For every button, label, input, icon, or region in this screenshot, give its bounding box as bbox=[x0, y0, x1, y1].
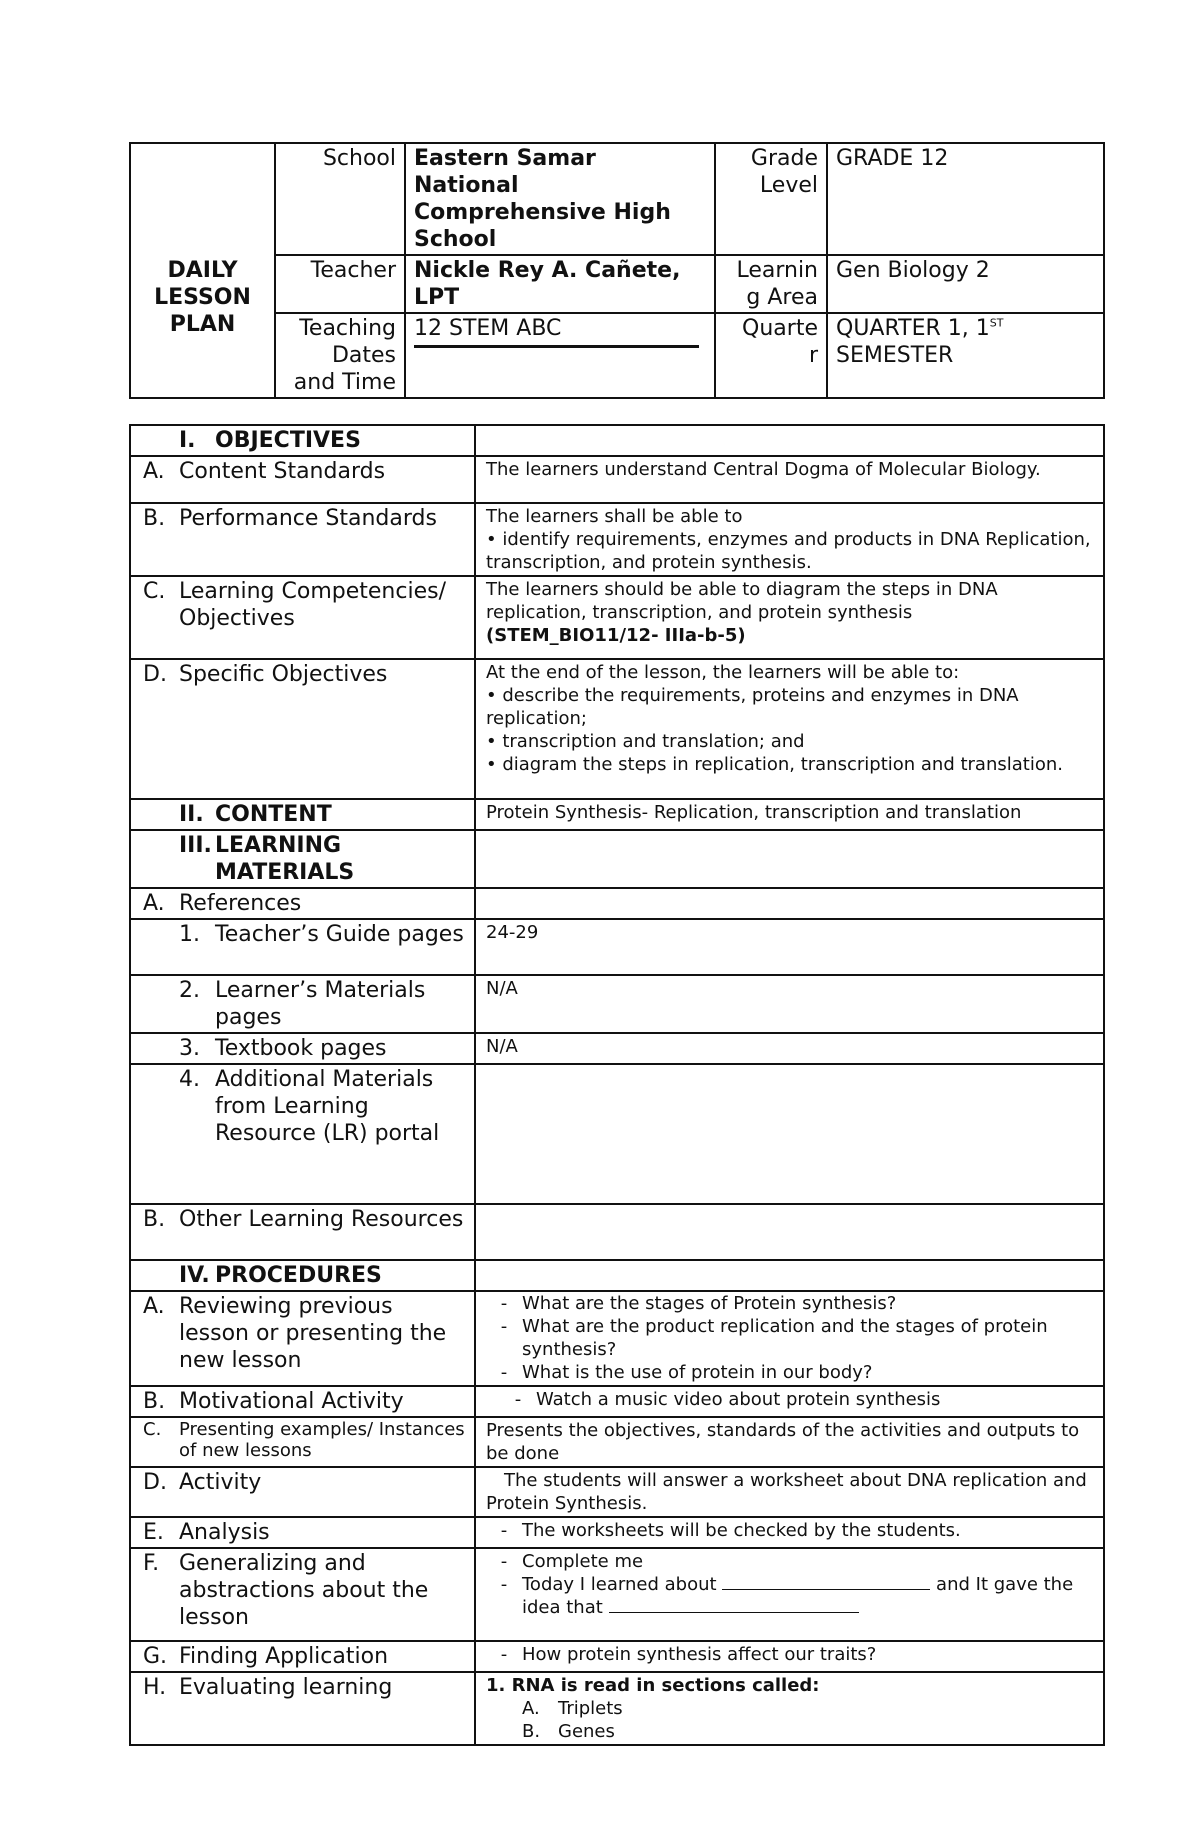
motivational-activity-label: B. Motivational Activity bbox=[130, 1386, 475, 1417]
references-label: A. References bbox=[130, 888, 475, 919]
other-resources-value bbox=[475, 1204, 1104, 1260]
learning-area-value: Gen Biology 2 bbox=[827, 255, 1104, 313]
school-label: School bbox=[275, 143, 405, 255]
learning-area-label: Learnin g Area bbox=[715, 255, 827, 313]
learners-materials-value: N/A bbox=[475, 975, 1104, 1033]
quarter-label: Quarte r bbox=[715, 313, 827, 398]
performance-standards-value: The learners shall be able to • identify requirements, enzymes and products in DNA Replication, transcription, and protein synthesis. bbox=[475, 503, 1104, 576]
presenting-examples-value: Presents the objectives, standards of the activities and outputs to be done bbox=[475, 1417, 1104, 1467]
section-content: II. CONTENT bbox=[130, 799, 475, 830]
teacher-value: Nickle Rey A. Cañete, LPT bbox=[405, 255, 715, 313]
evaluating-learning-label: H. Evaluating learning bbox=[130, 1672, 475, 1745]
section-learning-materials: III. LEARNING MATERIALS bbox=[130, 830, 475, 888]
grade-level-value: GRADE 12 bbox=[827, 143, 1104, 255]
generalizing-label: F. Generalizing and abstractions about the lesson bbox=[130, 1548, 475, 1641]
teaching-dates-value: 12 STEM ABC bbox=[405, 313, 715, 398]
teaching-dates-label: Teaching Dates and Time bbox=[275, 313, 405, 398]
performance-standards-label: B. Performance Standards bbox=[130, 503, 475, 576]
generalizing-value: - Complete me - Today I learned about and It gave the idea that bbox=[475, 1548, 1104, 1641]
fill-in-blank bbox=[722, 1589, 930, 1590]
lesson-plan-main-table bbox=[129, 424, 1105, 1746]
activity-value: The students will answer a worksheet about DNA replication and Protein Synthesis. bbox=[475, 1467, 1104, 1517]
fill-in-blank bbox=[609, 1612, 859, 1613]
textbook-pages-value: N/A bbox=[475, 1033, 1104, 1064]
finding-application-label: G. Finding Application bbox=[130, 1641, 475, 1672]
analysis-value: - The worksheets will be checked by the students. bbox=[475, 1517, 1104, 1548]
learning-competencies-label: C. Learning Competencies/ Objectives bbox=[130, 576, 475, 659]
lesson-plan-header-table bbox=[129, 142, 1105, 399]
activity-label: D. Activity bbox=[130, 1467, 475, 1517]
reviewing-value: - What are the stages of Protein synthesis? - What are the product replication and the stages of protein synthesis? - What is the use of protein in our body? bbox=[475, 1291, 1104, 1386]
learning-competencies-value: The learners should be able to diagram the steps in DNA replication, transcription, and protein synthesis (STEM_BIO11/12- IIIa-b-5) bbox=[475, 576, 1104, 659]
learners-materials-label: 2. Learner’s Materials pages bbox=[130, 975, 475, 1033]
additional-materials-label: 4. Additional Materials from Learning Resource (LR) portal bbox=[130, 1064, 475, 1204]
teacher-label: Teacher bbox=[275, 255, 405, 313]
finding-application-value: - How protein synthesis affect our traits? bbox=[475, 1641, 1104, 1672]
presenting-examples-label: C. Presenting examples/ Instances of new lessons bbox=[130, 1417, 475, 1467]
reviewing-label: A. Reviewing previous lesson or presenting the new lesson bbox=[130, 1291, 475, 1386]
section-objectives: I. OBJECTIVES bbox=[130, 425, 475, 456]
content-standards-value: The learners understand Central Dogma of Molecular Biology. bbox=[475, 456, 1104, 503]
section-procedures: IV. PROCEDURES bbox=[130, 1260, 475, 1291]
school-value: Eastern Samar National Comprehensive High School bbox=[405, 143, 715, 255]
teachers-guide-label: 1. Teacher’s Guide pages bbox=[130, 919, 475, 975]
content-standards-label: A. Content Standards bbox=[130, 456, 475, 503]
daily-lesson-plan-title: DAILY LESSON PLAN bbox=[130, 143, 275, 398]
teachers-guide-value: 24-29 bbox=[475, 919, 1104, 975]
evaluating-learning-value: 1. RNA is read in sections called: A. Triplets B. Genes bbox=[475, 1672, 1104, 1745]
grade-level-label: Grade Level bbox=[715, 143, 827, 255]
other-resources-label: B. Other Learning Resources bbox=[130, 1204, 475, 1260]
underline bbox=[414, 345, 699, 348]
specific-objectives-value: At the end of the lesson, the learners will be able to: • describe the requirements, proteins and enzymes in DNA replication; • transcription and translation; and • diagram the steps in replication, transcription and translation. bbox=[475, 659, 1104, 799]
motivational-activity-value: - Watch a music video about protein synthesis bbox=[475, 1386, 1104, 1417]
content-value: Protein Synthesis- Replication, transcription and translation bbox=[475, 799, 1104, 830]
specific-objectives-label: D. Specific Objectives bbox=[130, 659, 475, 799]
textbook-pages-label: 3. Textbook pages bbox=[130, 1033, 475, 1064]
additional-materials-value bbox=[475, 1064, 1104, 1204]
quarter-value: QUARTER 1, 1ST SEMESTER bbox=[827, 313, 1104, 398]
analysis-label: E. Analysis bbox=[130, 1517, 475, 1548]
